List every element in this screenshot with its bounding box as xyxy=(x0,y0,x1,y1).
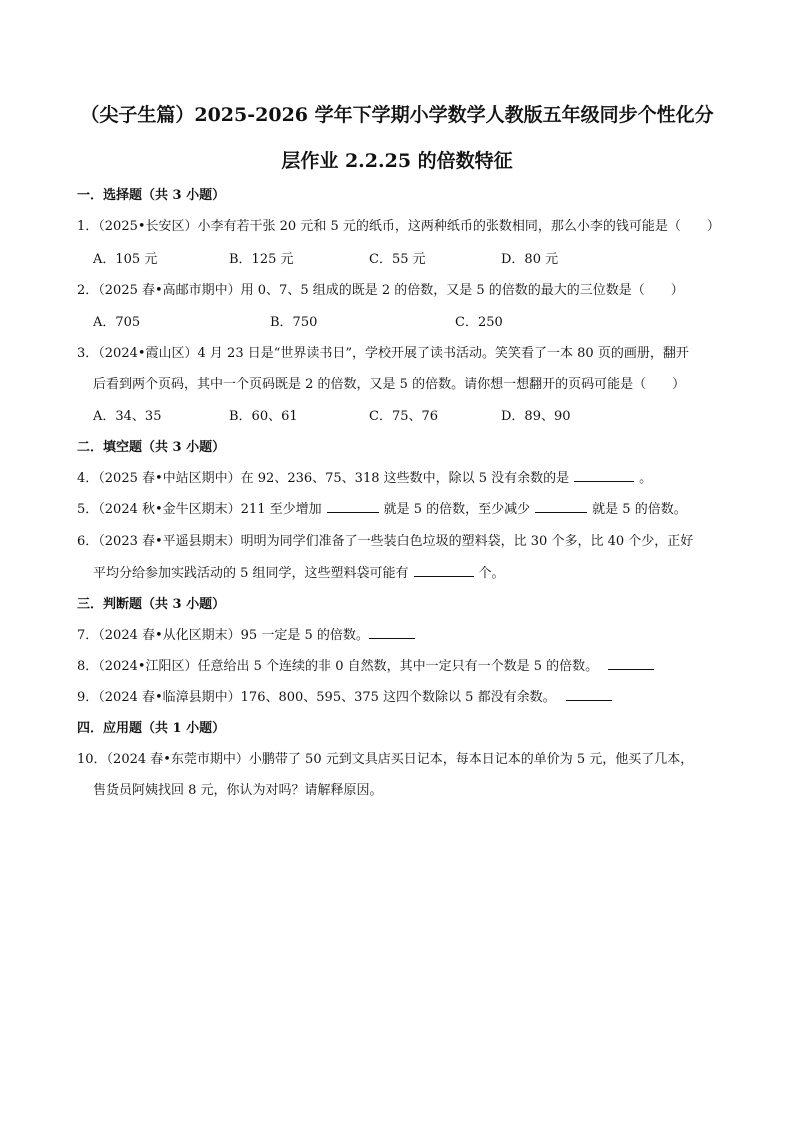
question-2-option-c: C．250 xyxy=(455,315,503,330)
answer-blank[interactable] xyxy=(327,500,379,513)
question-10-text-line-1: 10．（2024 春•东莞市期中）小鹏带了 50 元到文具店买日记本，每本日记本的单价为 5 元，他买了几本， xyxy=(77,752,694,767)
question-5-text-end: 就是 5 的倍数。 xyxy=(592,502,687,517)
question-5-text-middle: 就是 5 的倍数，至少减少 xyxy=(383,502,531,517)
question-4-text: 4．（2025 春•中站区期中）在 92、236、75、318 这些数中，除以 5 没有余数的是 xyxy=(77,471,570,486)
question-9 xyxy=(77,686,617,705)
answer-blank[interactable] xyxy=(574,469,634,482)
question-1-option-b: B．125 元 xyxy=(229,252,294,267)
question-9-text: 9．（2024 春•临漳县期中）176、800、595、375 这四个数除以 5 都没有余数。 xyxy=(77,690,556,705)
question-4 xyxy=(77,467,652,486)
question-10-text-line-2: 售货员阿姨找回 8 元，你认为对吗？请解释原因。 xyxy=(93,783,383,798)
question-6-end: 个。 xyxy=(478,566,505,581)
question-1-option-a: A．105 元 xyxy=(93,252,158,267)
answer-blank[interactable] xyxy=(414,564,474,577)
question-2-option-a: A．705 xyxy=(93,315,141,330)
question-5 xyxy=(77,498,687,517)
question-3-text-line-1: 3．（2024•霞山区）4 月 23 日是“世界读书日”，学校开展了读书活动。笑笑看了一本 80 页的画册，翻开 xyxy=(77,346,689,361)
question-3-option-c: C．75、76 xyxy=(369,409,439,424)
document-title-line-1: （尖子生篇）2025-2026 学年下学期小学数学人教版五年级同步个性化分 xyxy=(80,104,714,126)
section-heading-choice: 一．选择题（共 3 小题） xyxy=(77,188,226,203)
question-3-text-line-2: 后看到两个页码，其中一个页码既是 2 的倍数，又是 5 的倍数。请你想一想翻开的页码可能是（ ） xyxy=(93,377,686,392)
question-1-option-c: C．55 元 xyxy=(369,252,426,267)
question-8-text: 8．（2024•江阳区）任意给出 5 个连续的非 0 自然数，其中一定只有一个数是 5 的倍数。 xyxy=(77,659,599,674)
question-1-option-d: D．80 元 xyxy=(501,252,559,267)
question-6-line-2 xyxy=(93,562,505,581)
section-heading-fill-in: 二．填空题（共 3 小题） xyxy=(77,440,226,455)
question-3-option-b: B．60、61 xyxy=(229,409,298,424)
question-3-option-a: A．34、35 xyxy=(93,409,162,424)
section-heading-application: 四．应用题（共 1 小题） xyxy=(77,721,226,736)
question-7 xyxy=(77,624,420,643)
question-3-option-d: D．89、90 xyxy=(501,409,571,424)
question-6-text-line-2: 平均分给参加实践活动的 5 组同学，这些塑料袋可能有 xyxy=(93,566,409,581)
question-6-text-line-1: 6．（2023 春•平遥县期末）明明为同学们准备了一些装白色垃圾的塑料袋，比 30 个多，比 40 个少，正好 xyxy=(77,534,694,549)
question-5-text: 5．（2024 秋•金牛区期末）211 至少增加 xyxy=(77,502,322,517)
answer-blank[interactable] xyxy=(535,500,587,513)
answer-blank[interactable] xyxy=(566,688,612,701)
question-2-option-b: B．750 xyxy=(270,315,318,330)
question-1-text: 1．（2025•长安区）小李有若干张 20 元和 5 元的纸币，这两种纸币的张数相同，那么小李的钱可能是（ ） xyxy=(77,219,720,234)
question-8 xyxy=(77,655,659,674)
document-title-line-2: 层作业 2.2.25 的倍数特征 xyxy=(281,150,513,172)
question-4-end: 。 xyxy=(639,471,653,486)
section-heading-true-false: 三．判断题（共 3 小题） xyxy=(77,597,226,612)
answer-blank[interactable] xyxy=(369,626,415,639)
question-2-text: 2．（2025 春•高邮市期中）用 0、7、5 组成的既是 2 的倍数，又是 5 的倍数的最大的三位数是（ ） xyxy=(77,283,684,298)
question-7-text: 7．（2024 春•从化区期末）95 一定是 5 的倍数。 xyxy=(77,628,369,643)
answer-blank[interactable] xyxy=(608,657,654,670)
